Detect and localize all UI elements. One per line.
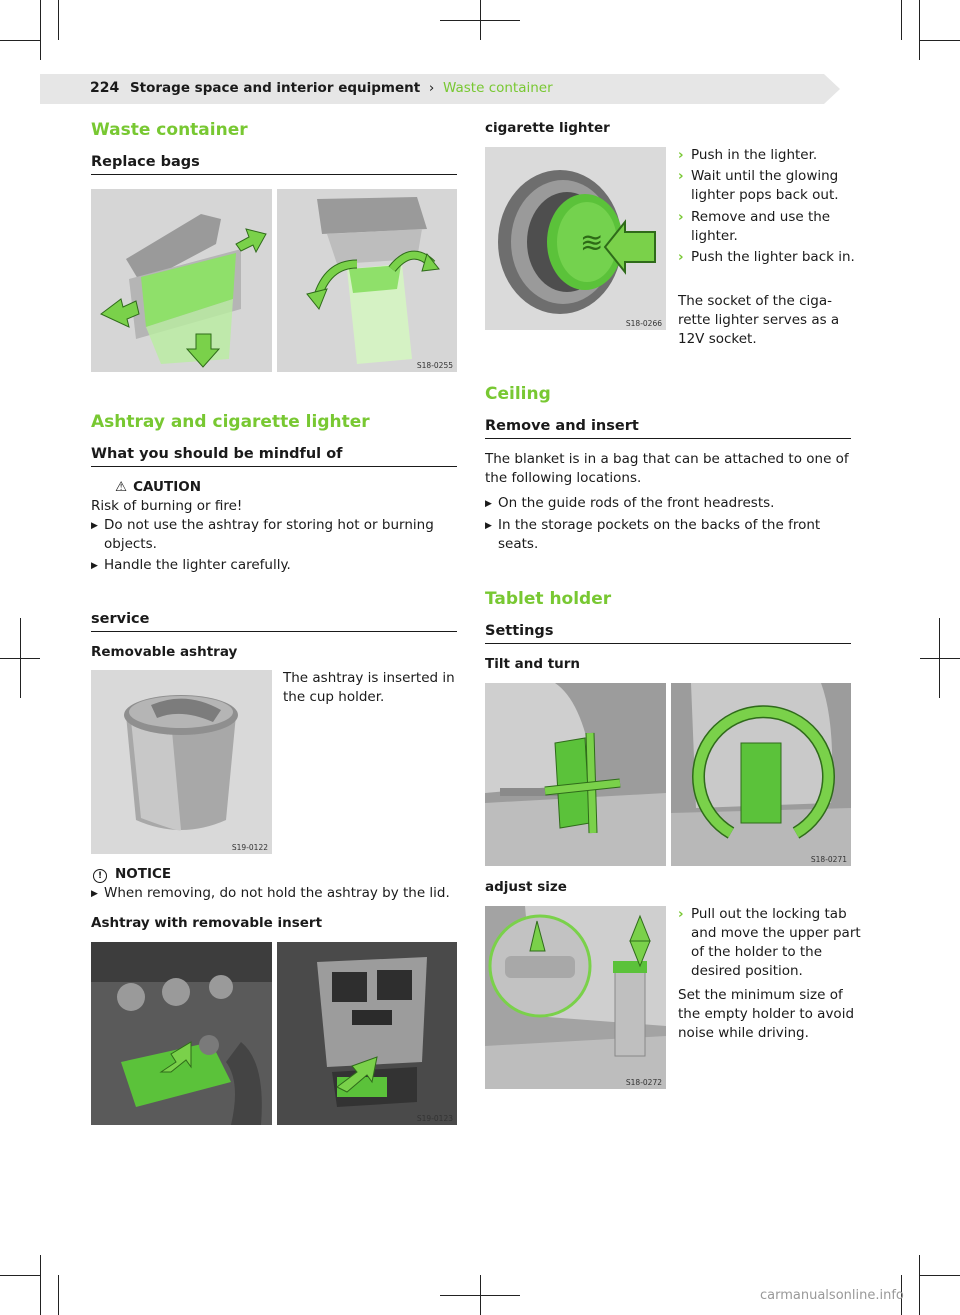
step-chevron-icon: › xyxy=(678,249,684,265)
breadcrumb-separator: › xyxy=(428,80,435,96)
notice-item: ▶ When removing, do not hold the ashtray by the lid. xyxy=(91,884,470,903)
ashtray-illustration xyxy=(91,670,272,854)
notice-label: NOTICE xyxy=(115,866,172,882)
section-title-ashtray: Ashtray and cigarette lighter xyxy=(91,412,370,432)
notice-heading xyxy=(91,866,171,883)
breadcrumb-current: Waste container xyxy=(443,80,553,96)
rear-ashtray-illustration xyxy=(277,942,457,1125)
step-chevron-icon: › xyxy=(678,168,684,184)
tilt-heading: Tilt and turn xyxy=(485,656,581,672)
figure-ashtray-insert-console xyxy=(91,942,272,1125)
figure-code: S19-0123 xyxy=(416,1114,453,1123)
figure-code: S19-0122 xyxy=(231,843,268,852)
warning-triangle-icon: ⚠ xyxy=(115,479,128,495)
figure-ashtray-insert-rear xyxy=(277,942,457,1125)
figure-waste-container-open xyxy=(91,189,272,372)
removable-ashtray-text: The ashtray is inserted in the cup holder. xyxy=(283,670,455,705)
watermark: carmanualsonline.info xyxy=(760,1288,904,1303)
section-title-ceiling: Ceiling xyxy=(485,384,551,404)
adjust-heading: adjust size xyxy=(485,879,567,895)
removable-ashtray-heading: Removable ashtray xyxy=(91,644,238,660)
svg-text:≋: ≋ xyxy=(580,226,604,259)
insert-ashtray-heading: Ashtray with removable insert xyxy=(91,915,323,931)
tablet-turn-illustration xyxy=(671,683,851,866)
caution-text: Risk of burning or fire! xyxy=(91,498,243,514)
lighter-step xyxy=(678,146,866,165)
tablet-tilt-illustration xyxy=(485,683,666,866)
figure-tablet-adjust xyxy=(485,906,666,1089)
section-title-waste: Waste container xyxy=(91,120,248,140)
lighter-step-text: Wait until the glowing lighter pops back out. xyxy=(691,168,839,203)
subtitle-mindful: What you should be mindful of xyxy=(91,446,457,467)
lighter-step xyxy=(678,248,866,267)
waste-container-illustration xyxy=(91,189,272,372)
breadcrumb-chapter: Storage space and interior equipment xyxy=(129,80,421,96)
figure-code: S18-0255 xyxy=(416,361,453,370)
breadcrumb xyxy=(90,80,553,96)
figure-tablet-turn xyxy=(671,683,851,866)
lighter-step xyxy=(678,167,866,205)
figure-code: S18-0272 xyxy=(625,1078,662,1087)
lighter-step-text: Push in the lighter. xyxy=(691,147,818,163)
ceiling-text: The blanket is in a bag that can be attached to one of the following locations. xyxy=(485,451,849,486)
ceiling-item: ▶ On the guide rods of the front headrests. xyxy=(485,494,864,513)
waste-bag-illustration xyxy=(277,189,457,372)
subtitle-remove-insert: Remove and insert xyxy=(485,418,851,439)
lighter-step-text: Push the lighter back in. xyxy=(691,249,855,265)
caution-heading xyxy=(91,479,201,495)
subtitle-replace-bags: Replace bags xyxy=(91,154,457,175)
subtitle-settings: Settings xyxy=(485,623,851,644)
lighter-step xyxy=(678,208,866,246)
lighter-socket-note: The socket of the ciga-rette lighter serves as a 12V socket. xyxy=(678,293,840,347)
figure-removable-ashtray xyxy=(91,670,272,854)
page-number: 224 xyxy=(90,80,120,96)
tablet-adjust-illustration xyxy=(485,906,666,1089)
ceiling-item: ▶ In the storage pockets on the backs of the front seats. xyxy=(485,516,864,554)
adjust-step xyxy=(678,905,869,981)
subtitle-service: service xyxy=(91,611,457,632)
figure-tablet-tilt xyxy=(485,683,666,866)
caution-item: ▶ Handle the lighter carefully. xyxy=(91,556,459,575)
section-title-tablet: Tablet holder xyxy=(485,589,612,609)
figure-code: S18-0266 xyxy=(625,319,662,328)
step-chevron-icon: › xyxy=(678,209,684,225)
caution-item: ▶ Do not use the ashtray for storing hot or burning objects. xyxy=(91,516,459,554)
lighter-heading: cigarette lighter xyxy=(485,120,610,136)
figure-waste-bag-replace xyxy=(277,189,457,372)
adjust-step-text: Pull out the locking tab and move the upper part of the holder to the desired position. xyxy=(691,906,861,979)
lighter-step-text: Remove and use the lighter. xyxy=(691,209,831,244)
info-circle-icon: ! xyxy=(93,869,107,883)
caution-label: CAUTION xyxy=(133,479,202,495)
lighter-illustration xyxy=(485,147,666,330)
step-chevron-icon: › xyxy=(678,147,684,163)
adjust-note: Set the minimum size of the empty holder to avoid noise while driving. xyxy=(678,987,855,1041)
step-chevron-icon: › xyxy=(678,906,684,922)
figure-cigarette-lighter xyxy=(485,147,666,330)
figure-code: S18-0271 xyxy=(810,855,847,864)
console-ashtray-illustration xyxy=(91,942,272,1125)
